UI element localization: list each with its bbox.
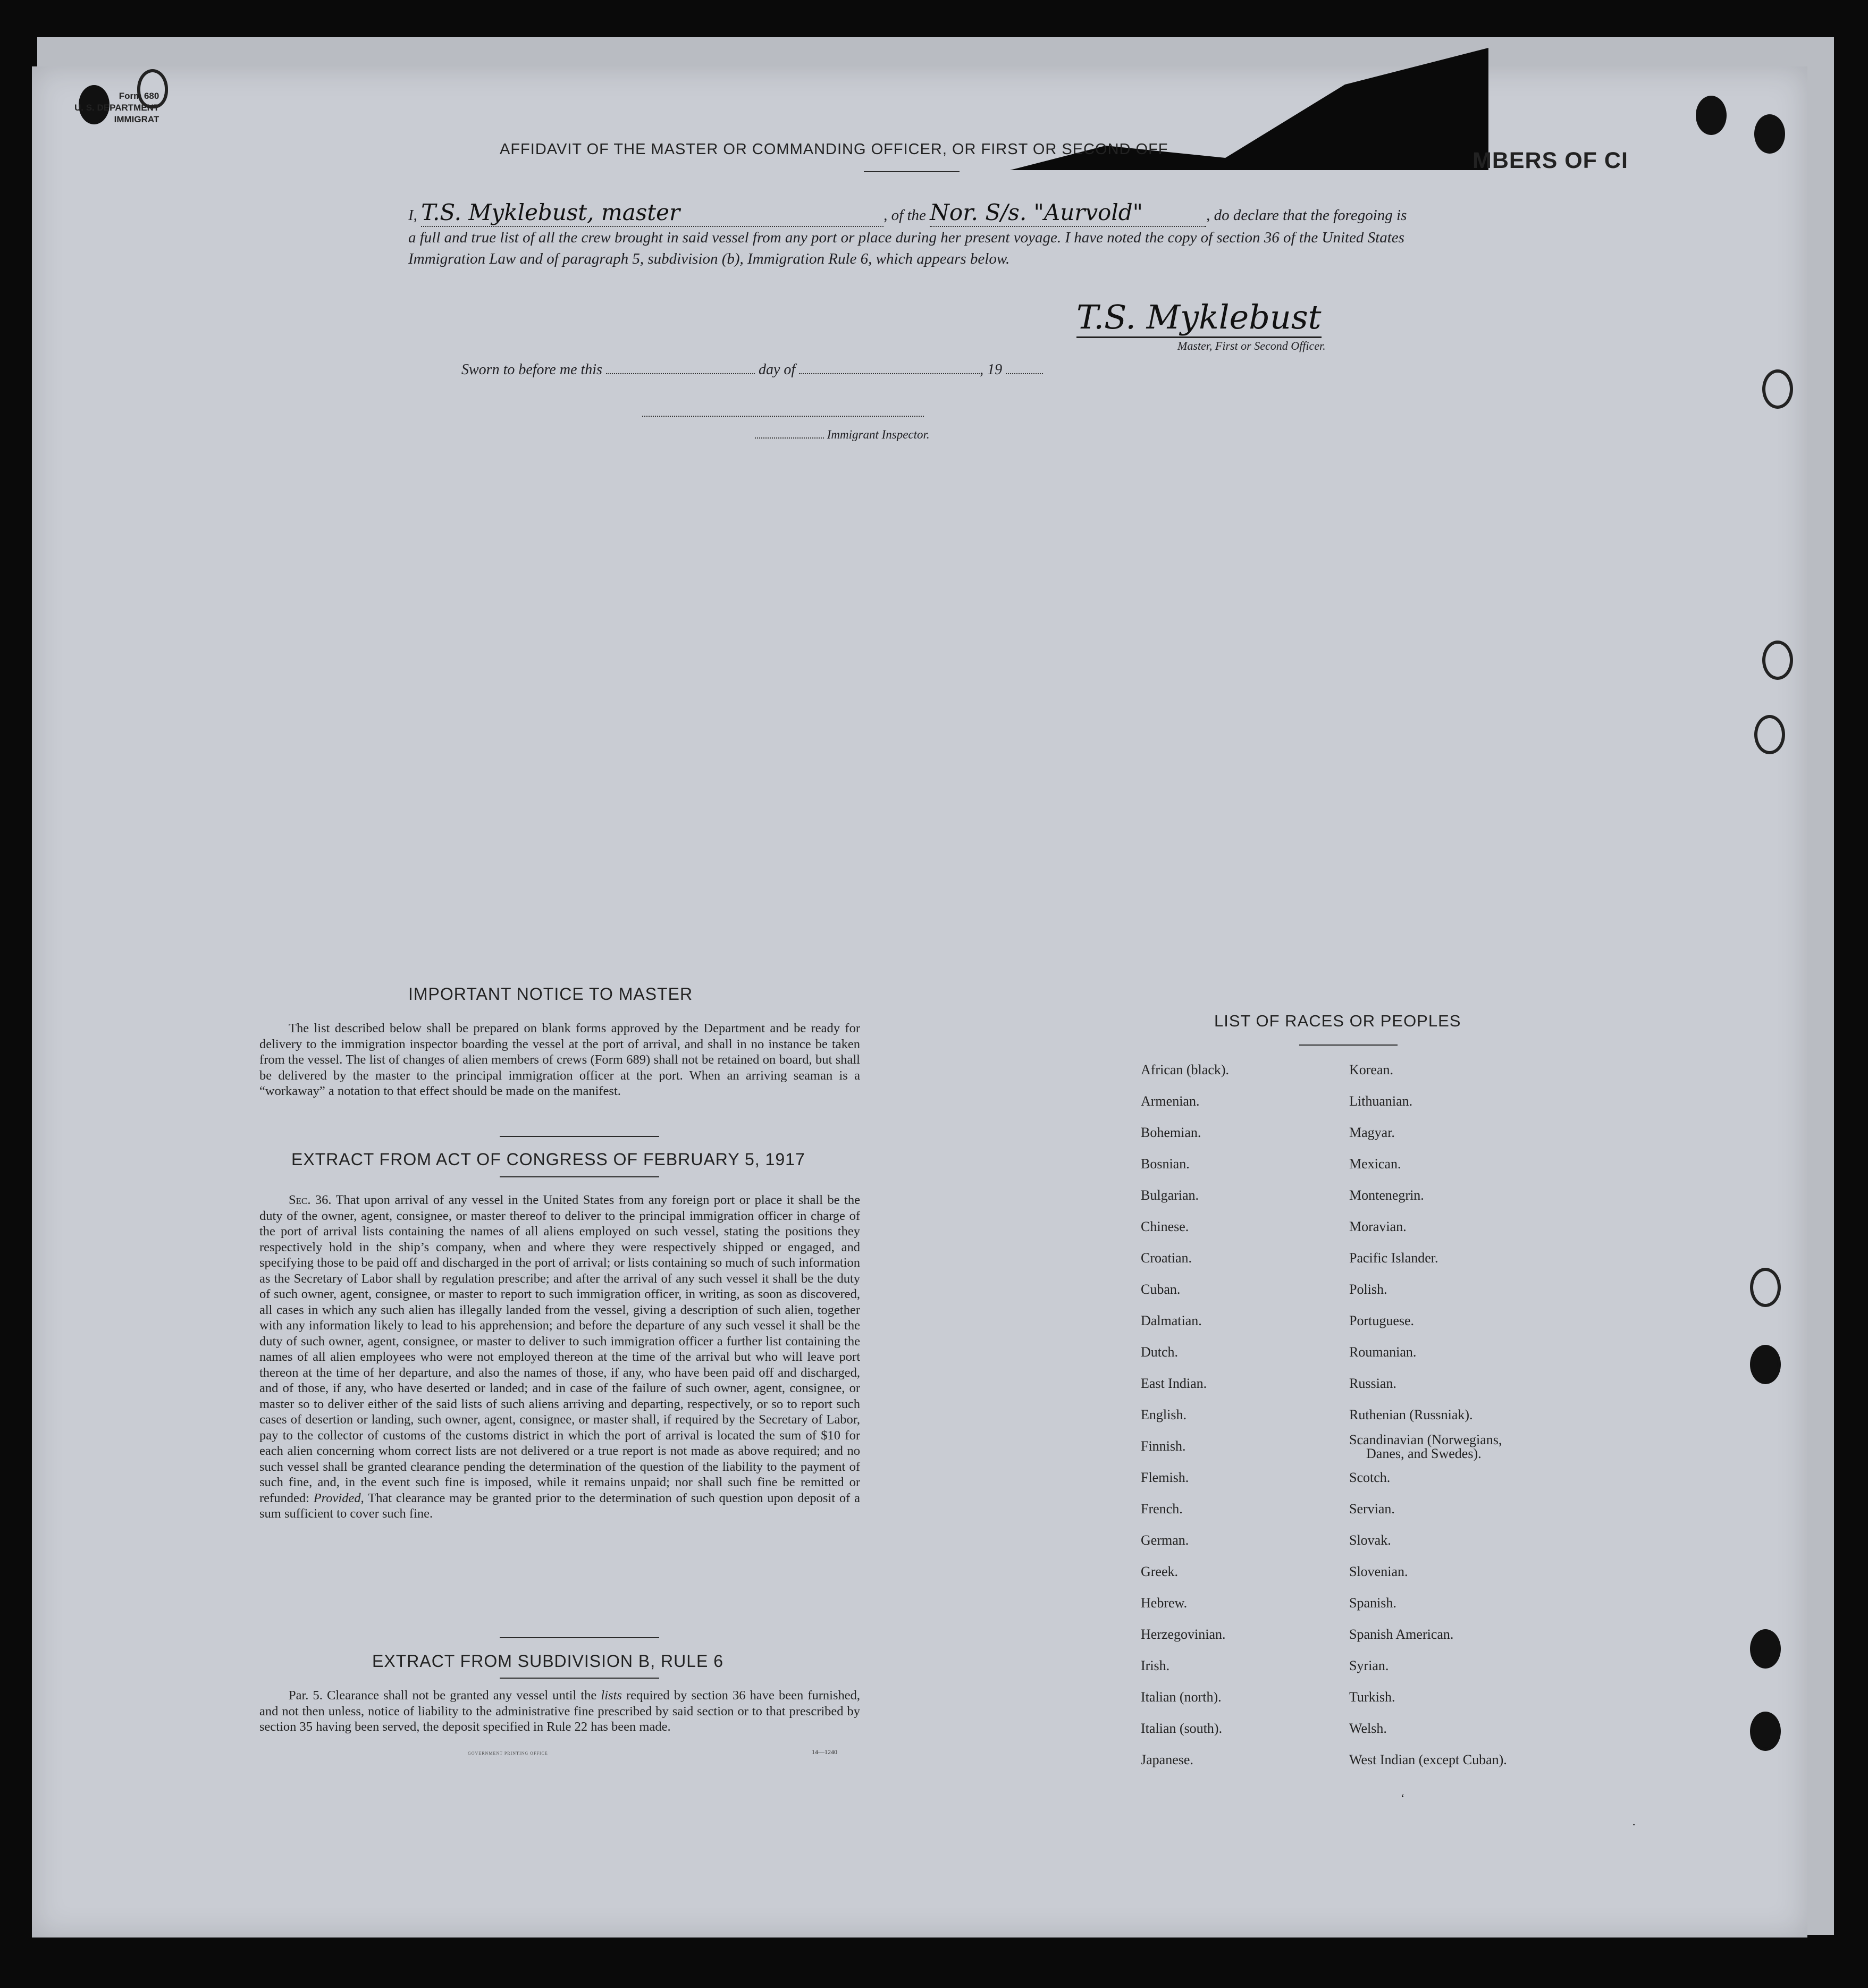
- race-item: Spanish American.: [1349, 1627, 1454, 1642]
- extract-rule-heading: EXTRACT FROM SUBDIVISION B, RULE 6: [372, 1652, 724, 1671]
- race-item: Croatian.: [1141, 1250, 1192, 1266]
- race-item: English.: [1141, 1407, 1187, 1422]
- form-number: Form 680: [119, 91, 159, 101]
- race-item: West Indian (except Cuban).: [1349, 1752, 1507, 1767]
- race-item: Portuguese.: [1349, 1313, 1415, 1328]
- divider: [500, 1176, 659, 1177]
- printer-imprint: GOVERNMENT PRINTING OFFICE: [468, 1751, 548, 1756]
- punch-hole: [1754, 715, 1785, 754]
- notice-text: The list described below shall be prepared on blank forms approved by the Department and be ready for delivery to the immigration inspector boarding the vessel at the port of arrival, and shall in no instance be taken from the vessel. The list of changes of alien members of crews (Form 689) shall not be retained on board, but shall be delivered by the master to the principal immigration officer at the port. When an arriving seaman is a “workaway” a notation to that effect should be made on the manifest.: [259, 1021, 860, 1098]
- race-item: Dutch.: [1141, 1344, 1179, 1360]
- race-item: Slovak.: [1349, 1532, 1391, 1548]
- race-item: German.: [1141, 1532, 1189, 1548]
- punch-hole: [1750, 1268, 1781, 1307]
- form-code: 14—1240: [812, 1748, 837, 1756]
- race-item: Slovenian.: [1349, 1564, 1408, 1579]
- race-item: Bulgarian.: [1141, 1187, 1199, 1203]
- extract-act-text: [259, 1192, 860, 1522]
- race-item: Cuban.: [1141, 1282, 1181, 1297]
- race-item: Bosnian.: [1141, 1156, 1190, 1172]
- sworn-day-label: day of: [758, 361, 796, 378]
- race-item: Spanish.: [1349, 1595, 1396, 1611]
- race-item: Irish.: [1141, 1658, 1170, 1673]
- vessel-field: [930, 199, 1206, 227]
- extract-act-heading: EXTRACT FROM ACT OF CONGRESS OF FEBRUARY 5, 1917: [291, 1150, 805, 1169]
- affidavit-title: AFFIDAVIT OF THE MASTER OR COMMANDING OFFICER, OR FIRST OR SECOND OFF: [500, 141, 1168, 158]
- master-name-field: [421, 199, 883, 227]
- stray-mark: ‘: [1401, 1791, 1405, 1805]
- signature-caption: Master, First or Second Officer.: [1177, 339, 1326, 352]
- race-item: Servian.: [1349, 1501, 1395, 1517]
- race-item: Dalmatian.: [1141, 1313, 1202, 1328]
- stray-mark: ·: [1632, 1818, 1636, 1831]
- race-item: Mexican.: [1349, 1156, 1401, 1172]
- race-item: Montenegrin.: [1349, 1187, 1424, 1203]
- race-item: Russian.: [1349, 1376, 1396, 1391]
- race-item: African (black).: [1141, 1062, 1230, 1077]
- inspector-label: Immigrant Inspector.: [827, 428, 930, 441]
- sworn-month-field: [799, 373, 980, 374]
- do-declare-label: , do declare: [1206, 207, 1279, 224]
- declaration-text: that the foregoing is a full and true list of all the crew brought in said vessel from any port or place during her present voyage. I have noted the copy of section 36 of the United States Immigration Law and of paragraph 5, subdivision (b), Immigration Rule 6, which appears below.: [408, 207, 1407, 267]
- form-department: U. S. DEPARTMENT: [74, 103, 159, 113]
- proviso-word: Provided,: [313, 1490, 364, 1505]
- race-item: Korean.: [1349, 1062, 1394, 1077]
- sworn-line: [461, 361, 1043, 378]
- race-item: Hebrew.: [1141, 1595, 1188, 1611]
- race-item: Syrian.: [1349, 1658, 1389, 1673]
- race-item: Moravian.: [1349, 1219, 1407, 1234]
- sworn-prefix: Sworn to before me this: [461, 361, 602, 378]
- race-item: Scotch.: [1349, 1470, 1391, 1485]
- race-item: Roumanian.: [1349, 1344, 1417, 1360]
- punch-hole: [1754, 114, 1785, 154]
- race-item: Welsh.: [1349, 1721, 1387, 1736]
- proviso-text: That clearance may be granted prior to the determination of such question upon deposit of a sum sufficient to cover such fine.: [259, 1490, 860, 1521]
- declaration-pronoun: I,: [408, 207, 417, 224]
- master-name: T.S. Myklebust, master: [421, 199, 680, 225]
- sworn-day-field: [606, 373, 755, 374]
- divider: [500, 1678, 659, 1679]
- divider: [500, 1136, 659, 1137]
- race-item: Ruthenian (Russniak).: [1349, 1407, 1473, 1422]
- sworn-year-label: , 19: [980, 361, 1003, 378]
- divider: [864, 171, 960, 172]
- section-36-text: That upon arrival of any vessel in the United States from any foreign port or place it shall be the duty of the owner, agent, consignee, or master thereof to deliver to the principal immigration officer in charge of the port of arrival lists containing the names of all aliens employed on such vessel, stating the positions they respectively hold in the ship’s company, when and where they were respectively shipped or engaged, and specifying those to be paid off and discharged in the port of arrival; or lists containing so much of such information as the Secretary of Labor shall by regulation prescribe; and after the arrival of any such vessel it shall be the duty of such owner, agent, consignee, or master to report to such immigration officer, in writing, as soon as discovered, all cases in which any such alien has illegally landed from the vessel, giving a description of such alien, together with any information likely to lead to his apprehension; and before the departure of any such vessel it shall be the duty of such owner, agent, consignee, or master to deliver to such immigration officer a further list containing the names of all alien employees who were not employed thereon at the time of the arrival but who will leave port thereon at the time of her departure, and also the names of those, if any, who have been paid off and discharged, and of those, if any, who have deserted or landed; and in case of the failure of such owner, agent, consignee, or master so to deliver either of the said lists of such aliens arriving and departing, respectively, or so to report such cases of desertion or landing, such owner, agent, consignee, or master shall, if required by the Secretary of Labor, pay to the collector of customs of the customs district in which the port of arrival is located the sum of $10 for each alien concerning whom correct lists are not delivered or a true report is not made as above required; and no such vessel shall be granted clearance pending the determination of the question of the liability to the payment of such fine, and, in the event such fine is imposed, while it remains unpaid; nor shall such fine be remitted or refunded:: [259, 1193, 860, 1505]
- notice-heading: IMPORTANT NOTICE TO MASTER: [408, 984, 693, 1004]
- race-item: Armenian.: [1141, 1093, 1200, 1109]
- punch-hole: [1696, 96, 1727, 135]
- race-item: Greek.: [1141, 1564, 1179, 1579]
- race-item: Finnish.: [1141, 1438, 1186, 1454]
- race-item: East Indian.: [1141, 1376, 1207, 1391]
- punch-hole: [1750, 1629, 1781, 1669]
- rule-text-a: Par. 5. Clearance shall not be granted any vessel until the: [289, 1688, 597, 1703]
- race-item: Danes, and Swedes).: [1366, 1446, 1482, 1461]
- extract-rule-text: [259, 1688, 860, 1735]
- race-item: Herzegovinian.: [1141, 1627, 1226, 1642]
- section-label: Sec. 36.: [289, 1193, 332, 1207]
- inspector-field: [755, 437, 824, 439]
- sworn-year-field: [1006, 373, 1043, 374]
- race-item: Polish.: [1349, 1282, 1387, 1297]
- rule-text-b: required by section 36 have been furnished, and not then unless, notice of liability to the administrative fine prescribed by said section or to that prescribed by section 35 having been served, the deposit specified in Rule 22 has been made.: [259, 1688, 861, 1734]
- document-page: [32, 66, 1807, 1938]
- race-item: Pacific Islander.: [1349, 1250, 1438, 1266]
- race-item: Japanese.: [1141, 1752, 1193, 1767]
- inspector-signature-line: [642, 416, 924, 417]
- race-item: Flemish.: [1141, 1470, 1189, 1485]
- affidavit-title-tail: MBERS OF CI: [1472, 148, 1628, 173]
- punch-hole: [1762, 369, 1793, 409]
- declaration: [408, 199, 1408, 269]
- race-item: Lithuanian.: [1349, 1093, 1413, 1109]
- race-item: Italian (south).: [1141, 1721, 1223, 1736]
- races-heading: LIST OF RACES OR PEOPLES: [1214, 1012, 1461, 1030]
- divider: [1299, 1044, 1398, 1046]
- vessel-name: Nor. S/s. "Aurvold": [930, 199, 1143, 225]
- inspector-line: [755, 428, 930, 442]
- punch-hole: [1750, 1345, 1781, 1384]
- punch-hole: [1762, 641, 1793, 680]
- race-item: Bohemian.: [1141, 1125, 1201, 1140]
- race-item: French.: [1141, 1501, 1183, 1517]
- divider: [500, 1637, 659, 1638]
- form-bureau: IMMIGRAT: [114, 114, 159, 124]
- of-the-label: , of the: [883, 207, 926, 224]
- punch-hole: [1750, 1712, 1781, 1751]
- lists-word: lists: [601, 1688, 622, 1703]
- race-item: Scandinavian (Norwegians,: [1349, 1432, 1502, 1447]
- race-item: Turkish.: [1349, 1689, 1395, 1705]
- race-item: Chinese.: [1141, 1219, 1189, 1234]
- form-number-block: [74, 90, 159, 125]
- race-item: Italian (north).: [1141, 1689, 1222, 1705]
- race-item: Magyar.: [1349, 1125, 1395, 1140]
- master-signature: T.S. Myklebust: [1076, 298, 1322, 338]
